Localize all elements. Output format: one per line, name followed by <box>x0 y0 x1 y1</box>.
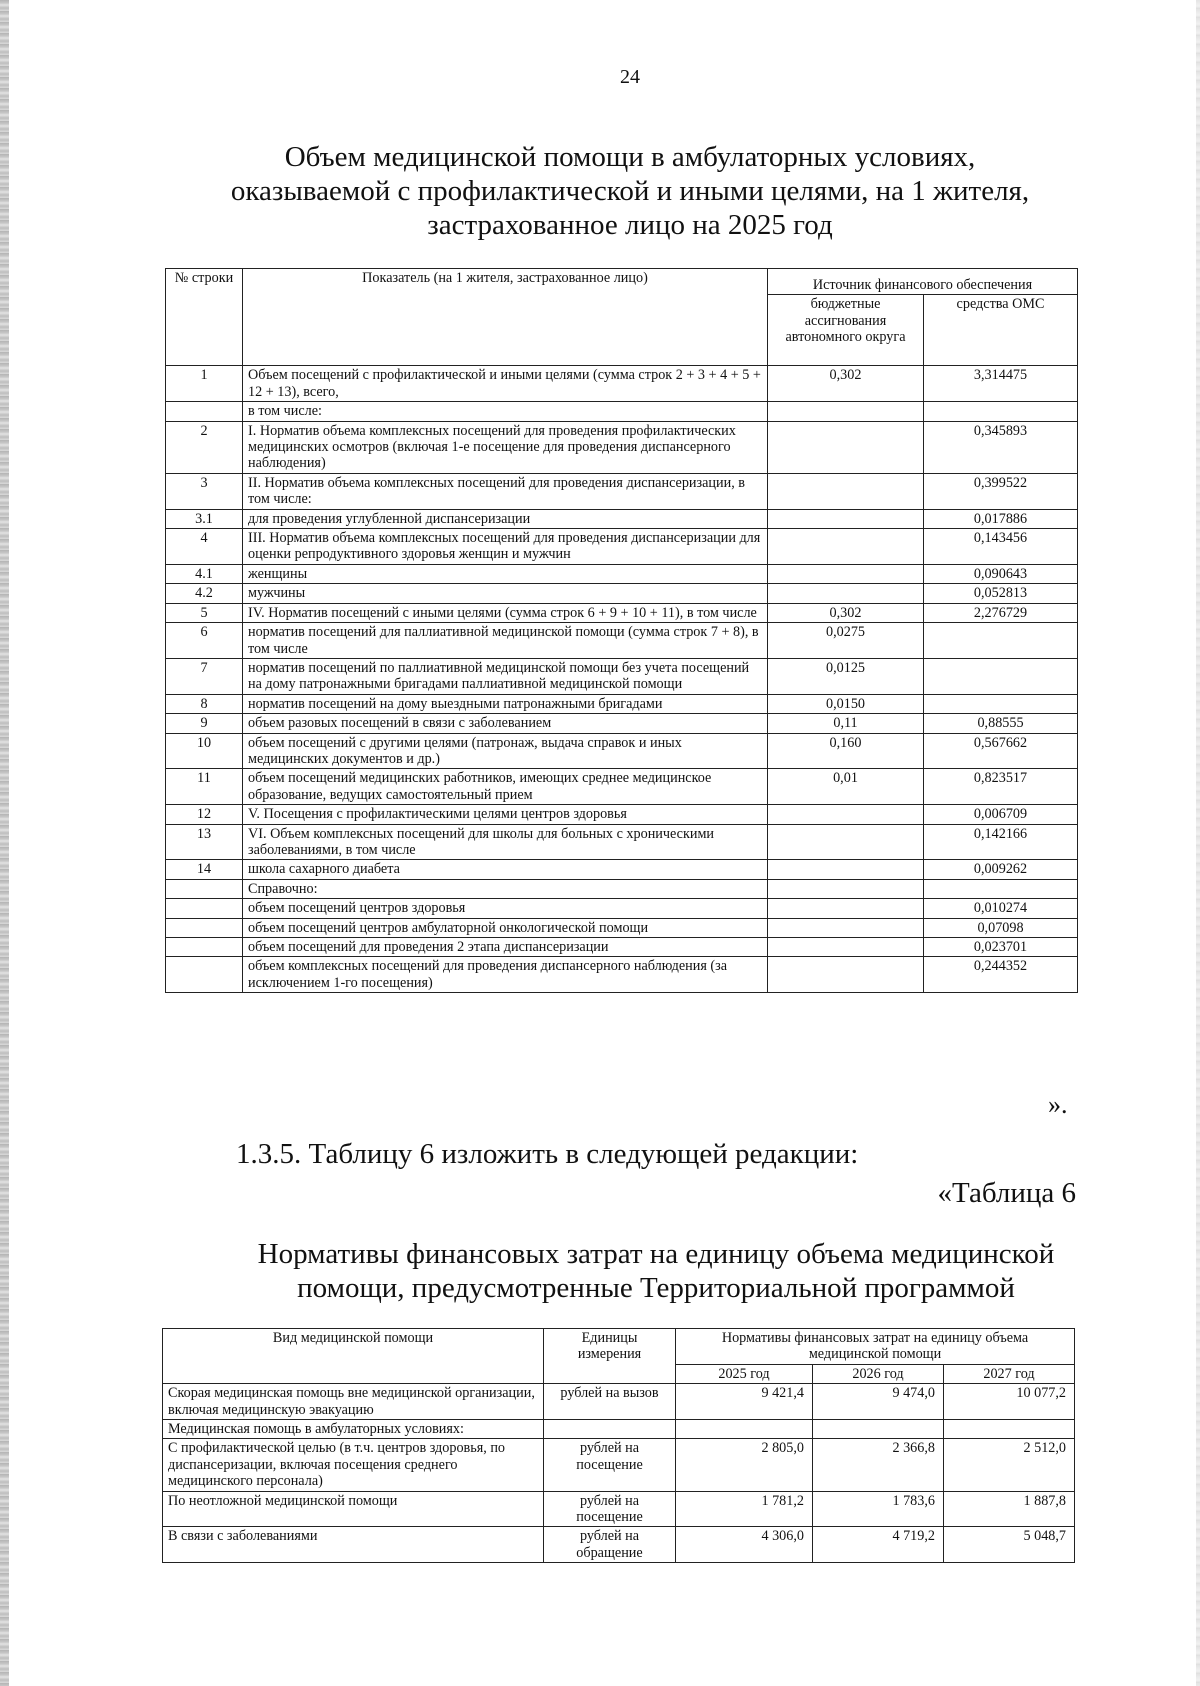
row-number-cell: 10 <box>166 733 243 769</box>
table-row <box>166 957 1078 993</box>
oms-value-cell: 0,009262 <box>924 860 1078 879</box>
indicator-cell: объем посещений центров амбулаторной онкологической помощи <box>243 918 768 937</box>
value-2026-cell: 9 474,0 <box>813 1384 944 1420</box>
row-number-cell: 6 <box>166 623 243 659</box>
indicator-cell: объем посещений для проведения 2 этапа диспансеризации <box>243 938 768 957</box>
table-row <box>163 1420 1075 1439</box>
value-2026-cell: 1 783,6 <box>813 1491 944 1527</box>
indicator-cell: объем разовых посещений в связи с заболеванием <box>243 714 768 733</box>
budget-value-cell <box>768 473 924 509</box>
table-row <box>166 509 1078 528</box>
row-number-cell <box>166 918 243 937</box>
cost-norms-table-body <box>163 1384 1075 1563</box>
row-number-cell: 9 <box>166 714 243 733</box>
header-cost-norms: Нормативы финансовых затрат на единицу объема медицинской помощи <box>676 1329 1075 1365</box>
cost-norms-table <box>162 1328 1075 1563</box>
care-kind-cell: По неотложной медицинской помощи <box>163 1491 544 1527</box>
oms-value-cell: 0,142166 <box>924 824 1078 860</box>
budget-value-cell: 0,0125 <box>768 658 924 694</box>
header-row-number: № строки <box>166 269 243 366</box>
indicator-cell: женщины <box>243 564 768 583</box>
header-oms: средства ОМС <box>924 295 1078 366</box>
budget-value-cell <box>768 938 924 957</box>
oms-value-cell: 0,006709 <box>924 805 1078 824</box>
indicator-cell: норматив посещений по паллиативной медицинской помощи без учета посещений на дому патронажными бригадами паллиативной медицинской помощи <box>243 658 768 694</box>
table-row <box>166 623 1078 659</box>
budget-value-cell: 0,0150 <box>768 694 924 713</box>
budget-value-cell: 0,160 <box>768 733 924 769</box>
table-row <box>166 824 1078 860</box>
oms-value-cell <box>924 658 1078 694</box>
row-number-cell: 8 <box>166 694 243 713</box>
indicator-cell: норматив посещений для паллиативной медицинской помощи (сумма строк 7 + 8), в том числе <box>243 623 768 659</box>
oms-value-cell <box>924 694 1078 713</box>
table1-title-line: оказываемой с профилактической и иными целями, на 1 жителя, <box>230 175 1030 207</box>
oms-value-cell: 0,399522 <box>924 473 1078 509</box>
row-number-cell <box>166 938 243 957</box>
table-row <box>166 733 1078 769</box>
header-units: Единицы измерения <box>544 1329 676 1384</box>
table-row <box>166 421 1078 473</box>
budget-value-cell <box>768 957 924 993</box>
header-budget: бюджетные ассигнования автономного округа <box>768 295 924 366</box>
row-number-cell <box>166 899 243 918</box>
oms-value-cell: 0,88555 <box>924 714 1078 733</box>
budget-value-cell <box>768 564 924 583</box>
table-row <box>166 860 1078 879</box>
oms-value-cell: 2,276729 <box>924 603 1078 622</box>
row-number-cell <box>166 402 243 421</box>
budget-value-cell <box>768 824 924 860</box>
value-2026-cell: 2 366,8 <box>813 1439 944 1491</box>
table-row <box>166 603 1078 622</box>
header-care-kind: Вид медицинской помощи <box>163 1329 544 1384</box>
scan-edge-right <box>1196 0 1200 1686</box>
table2-title-line: помощи, предусмотренные Территориальной программой <box>297 1272 1015 1304</box>
indicator-cell: объем комплексных посещений для проведения диспансерного наблюдения (за исключением 1-го посещения) <box>243 957 768 993</box>
row-number-cell: 3 <box>166 473 243 509</box>
table-row <box>166 564 1078 583</box>
value-2025-cell <box>676 1420 813 1439</box>
table-row <box>166 899 1078 918</box>
value-2026-cell: 4 719,2 <box>813 1527 944 1563</box>
value-2027-cell: 2 512,0 <box>944 1439 1075 1491</box>
budget-value-cell: 0,0275 <box>768 623 924 659</box>
oms-value-cell <box>924 402 1078 421</box>
row-number-cell: 11 <box>166 769 243 805</box>
indicator-cell: Справочно: <box>243 879 768 898</box>
budget-value-cell <box>768 918 924 937</box>
oms-value-cell <box>924 623 1078 659</box>
table-label: «Таблица 6 <box>937 1177 1076 1209</box>
header-funding-source: Источник финансового обеспечения <box>768 269 1078 295</box>
value-2027-cell: 5 048,7 <box>944 1527 1075 1563</box>
budget-value-cell <box>768 805 924 824</box>
table-row <box>163 1491 1075 1527</box>
table-header-row <box>163 1329 1075 1365</box>
units-cell: рублей на обращение <box>544 1527 676 1563</box>
value-2025-cell: 1 781,2 <box>676 1491 813 1527</box>
budget-value-cell <box>768 584 924 603</box>
scan-edge-left <box>0 0 9 1686</box>
value-2025-cell: 4 306,0 <box>676 1527 813 1563</box>
header-year-2027: 2027 год <box>944 1364 1075 1383</box>
units-cell <box>544 1420 676 1439</box>
row-number-cell: 14 <box>166 860 243 879</box>
volume-table-body <box>166 366 1078 993</box>
table-row <box>166 402 1078 421</box>
value-2027-cell: 10 077,2 <box>944 1384 1075 1420</box>
row-number-cell <box>166 879 243 898</box>
table1-title-line: Объем медицинской помощи в амбулаторных условиях, <box>284 141 976 173</box>
table-row <box>166 714 1078 733</box>
budget-value-cell: 0,302 <box>768 603 924 622</box>
oms-value-cell: 0,143456 <box>924 529 1078 565</box>
budget-value-cell <box>768 860 924 879</box>
indicator-cell: школа сахарного диабета <box>243 860 768 879</box>
table-row <box>163 1384 1075 1420</box>
budget-value-cell <box>768 879 924 898</box>
budget-value-cell <box>768 899 924 918</box>
care-kind-cell: В связи с заболеваниями <box>163 1527 544 1563</box>
oms-value-cell: 0,090643 <box>924 564 1078 583</box>
value-2026-cell <box>813 1420 944 1439</box>
units-cell: рублей на посещение <box>544 1491 676 1527</box>
row-number-cell <box>166 957 243 993</box>
row-number-cell: 2 <box>166 421 243 473</box>
indicator-cell: объем посещений центров здоровья <box>243 899 768 918</box>
value-2025-cell: 2 805,0 <box>676 1439 813 1491</box>
row-number-cell: 7 <box>166 658 243 694</box>
page-number: 24 <box>620 66 640 88</box>
oms-value-cell: 0,345893 <box>924 421 1078 473</box>
care-kind-cell: Скорая медицинская помощь вне медицинской организации, включая медицинскую эвакуацию <box>163 1384 544 1420</box>
indicator-cell: IV. Норматив посещений с иными целями (сумма строк 6 + 9 + 10 + 11), в том числе <box>243 603 768 622</box>
budget-value-cell: 0,01 <box>768 769 924 805</box>
indicator-cell: норматив посещений на дому выездными патронажными бригадами <box>243 694 768 713</box>
row-number-cell: 5 <box>166 603 243 622</box>
table-header-row <box>166 269 1078 295</box>
row-number-cell: 4.2 <box>166 584 243 603</box>
indicator-cell: объем посещений медицинских работников, имеющих среднее медицинское образование, ведущих самостоятельный прием <box>243 769 768 805</box>
indicator-cell: V. Посещения с профилактическими целями центров здоровья <box>243 805 768 824</box>
row-number-cell: 13 <box>166 824 243 860</box>
indicator-cell: VI. Объем комплексных посещений для школы для больных с хроническими заболеваниями, в том числе <box>243 824 768 860</box>
indicator-cell: для проведения углубленной диспансеризации <box>243 509 768 528</box>
table-row <box>166 769 1078 805</box>
table-row <box>166 938 1078 957</box>
budget-value-cell: 0,302 <box>768 366 924 402</box>
indicator-cell: в том числе: <box>243 402 768 421</box>
table-row <box>166 918 1078 937</box>
budget-value-cell <box>768 421 924 473</box>
indicator-cell: II. Норматив объема комплексных посещений для проведения диспансеризации, в том числе: <box>243 473 768 509</box>
table-row <box>166 879 1078 898</box>
header-indicator: Показатель (на 1 жителя, застрахованное лицо) <box>243 269 768 366</box>
budget-value-cell <box>768 529 924 565</box>
budget-value-cell <box>768 509 924 528</box>
value-2027-cell: 1 887,8 <box>944 1491 1075 1527</box>
value-2025-cell: 9 421,4 <box>676 1384 813 1420</box>
header-year-2025: 2025 год <box>676 1364 813 1383</box>
units-cell: рублей на вызов <box>544 1384 676 1420</box>
oms-value-cell: 0,017886 <box>924 509 1078 528</box>
oms-value-cell: 0,567662 <box>924 733 1078 769</box>
oms-value-cell: 0,244352 <box>924 957 1078 993</box>
table-row <box>166 473 1078 509</box>
oms-value-cell: 0,07098 <box>924 918 1078 937</box>
oms-value-cell: 0,823517 <box>924 769 1078 805</box>
table-row <box>163 1527 1075 1563</box>
table-row <box>166 694 1078 713</box>
closing-quote: ». <box>1048 1090 1068 1119</box>
table-row <box>166 658 1078 694</box>
oms-value-cell: 3,314475 <box>924 366 1078 402</box>
amendment-instruction: 1.3.5. Таблицу 6 изложить в следующей редакции: <box>236 1138 859 1170</box>
budget-value-cell: 0,11 <box>768 714 924 733</box>
indicator-cell: III. Норматив объема комплексных посещений для проведения диспансеризации для оценки репродуктивного здоровья женщин и мужчин <box>243 529 768 565</box>
value-2027-cell <box>944 1420 1075 1439</box>
row-number-cell: 4.1 <box>166 564 243 583</box>
table-row <box>163 1439 1075 1491</box>
budget-value-cell <box>768 402 924 421</box>
volume-table <box>165 268 1078 993</box>
oms-value-cell: 0,052813 <box>924 584 1078 603</box>
table1-title-line: застрахованное лицо на 2025 год <box>427 209 833 241</box>
row-number-cell: 4 <box>166 529 243 565</box>
care-kind-cell: С профилактической целью (в т.ч. центров здоровья, по диспансеризации, включая посещения среднего медицинского персонала) <box>163 1439 544 1491</box>
oms-value-cell: 0,010274 <box>924 899 1078 918</box>
header-year-2026: 2026 год <box>813 1364 944 1383</box>
table1-title <box>200 140 1060 242</box>
row-number-cell: 12 <box>166 805 243 824</box>
care-kind-cell: Медицинская помощь в амбулаторных условиях: <box>163 1420 544 1439</box>
table-row <box>166 529 1078 565</box>
table-row <box>166 584 1078 603</box>
row-number-cell: 1 <box>166 366 243 402</box>
table-row <box>166 366 1078 402</box>
indicator-cell: Объем посещений с профилактической и иными целями (сумма строк 2 + 3 + 4 + 5 + 12 + 13), всего, <box>243 366 768 402</box>
table2-title <box>216 1237 1096 1305</box>
indicator-cell: мужчины <box>243 584 768 603</box>
row-number-cell: 3.1 <box>166 509 243 528</box>
oms-value-cell <box>924 879 1078 898</box>
table-row <box>166 805 1078 824</box>
indicator-cell: I. Норматив объема комплексных посещений для проведения профилактических медицинских осмотров (включая 1-е посещение для проведения диспансерного наблюдения) <box>243 421 768 473</box>
table2-title-line: Нормативы финансовых затрат на единицу объема медицинской <box>257 1238 1055 1270</box>
oms-value-cell: 0,023701 <box>924 938 1078 957</box>
units-cell: рублей на посещение <box>544 1439 676 1491</box>
indicator-cell: объем посещений с другими целями (патронаж, выдача справок и иных медицинских документов и др.) <box>243 733 768 769</box>
